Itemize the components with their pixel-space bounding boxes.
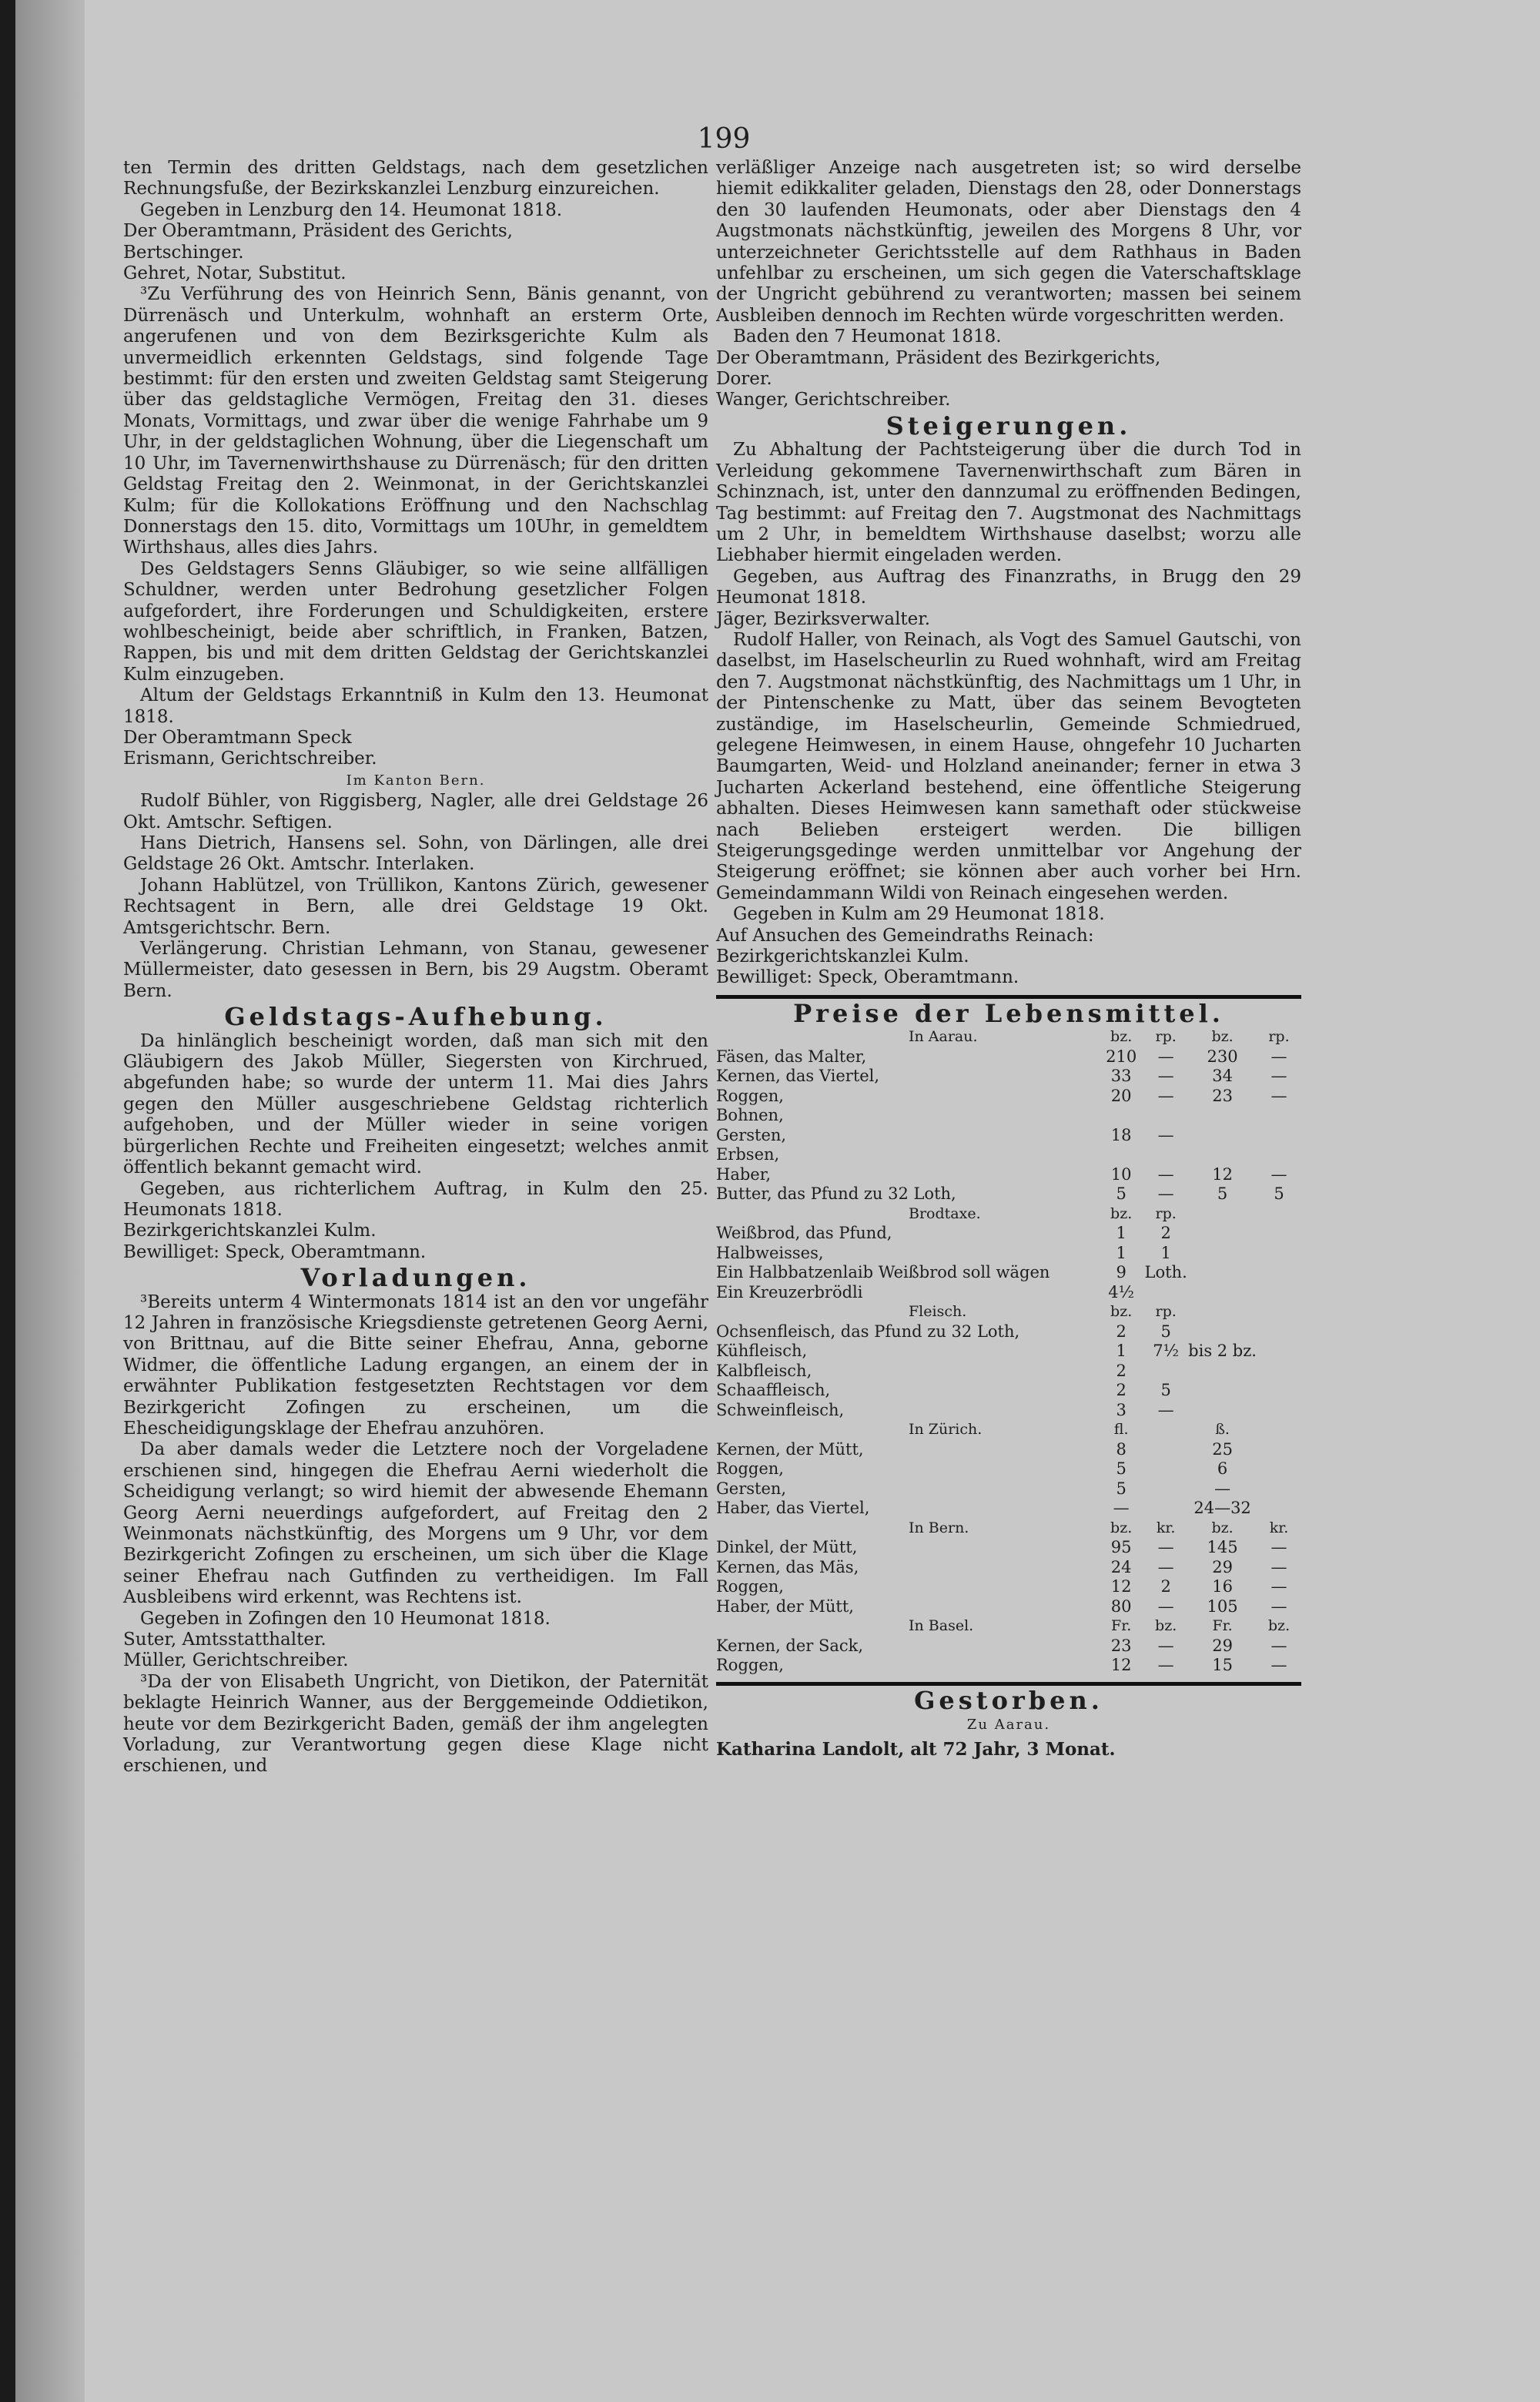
notice-paragraph: Gehret, Notar, Substitut. (123, 263, 346, 284)
price-value (1143, 1440, 1188, 1460)
price-item: Roggen, (716, 1577, 784, 1596)
price-value: — (1157, 1656, 1174, 1675)
price-value: 29 (1212, 1636, 1233, 1655)
price-value (1257, 1204, 1301, 1224)
page-number: 199 (697, 123, 751, 155)
price-value (1188, 1204, 1257, 1224)
price-value: rp. (1155, 1303, 1177, 1321)
price-row (716, 1047, 1301, 1067)
price-item: Kernen, der Mütt, (716, 1439, 864, 1459)
notice-paragraph: Gegeben, aus richterlichem Auftrag, in Kulm den 25. Heumonats 1818. (123, 1178, 708, 1220)
price-value: 5 (1160, 1381, 1171, 1400)
price-value: 5 (1116, 1184, 1127, 1204)
price-value: 2 (1116, 1322, 1127, 1341)
price-row (716, 1342, 1301, 1362)
price-value: kr. (1156, 1519, 1176, 1536)
price-value: — (1270, 1538, 1287, 1557)
price-value: — (1270, 1047, 1287, 1066)
price-value (1257, 1126, 1301, 1146)
price-value (1143, 1479, 1188, 1499)
price-value: 16 (1212, 1577, 1233, 1596)
section-heading: Steigerungen. (886, 410, 1132, 441)
price-value: rp. (1155, 1028, 1177, 1046)
price-value: bz. (1110, 1519, 1133, 1536)
price-value: 25 (1212, 1439, 1233, 1459)
price-value: 24—32 (1194, 1499, 1251, 1518)
price-item: Roggen, (716, 1656, 784, 1675)
notice-paragraph: Suter, Amtsstatthalter. (123, 1630, 326, 1650)
price-item: Ochsenfleisch, das Pfund zu 32 Loth, (716, 1322, 1020, 1341)
price-value: — (1157, 1125, 1174, 1144)
notice-paragraph: Erismann, Gerichtschreiber. (123, 749, 377, 769)
notice-paragraph: Verlängerung. Christian Lehmann, von Stanau, gewesener Müllermeister, dato gesessen in Bern, bis 29 Augstm. Oberamt Bern. (123, 939, 708, 1001)
price-value: 10 (1110, 1164, 1132, 1184)
price-row (716, 1106, 1301, 1126)
price-value (1099, 1145, 1143, 1165)
notice-paragraph: Johann Hablützel, von Trüllikon, Kantons Zürich, gewesener Rechtsagent in Bern, alle drei Geldstage 19 Okt. Amtsgerichtschr. Bern. (123, 875, 708, 938)
notice-paragraph: Müller, Gerichtschreiber. (123, 1650, 349, 1671)
price-value (1143, 1420, 1188, 1440)
price-table-bottom-rule (716, 1682, 1301, 1686)
price-row (716, 1283, 1301, 1303)
price-item: Halbweisses, (716, 1243, 824, 1262)
price-value: kr. (1269, 1519, 1289, 1536)
section-heading: Geldstags-Aufhebung. (224, 1002, 608, 1032)
price-row (716, 1381, 1301, 1401)
price-item: Schaaffleisch, (716, 1381, 831, 1400)
price-row (716, 1637, 1301, 1657)
left-column (123, 158, 708, 1777)
subsection-heading: Im Kanton Bern. (346, 772, 486, 789)
price-item: Kernen, das Viertel, (716, 1067, 880, 1086)
price-value: Fr. (1111, 1617, 1132, 1635)
price-item: Haber, das Viertel, (716, 1499, 870, 1518)
price-value: 2 (1116, 1381, 1127, 1400)
price-value (1257, 1381, 1301, 1401)
right-column-notices (716, 158, 1301, 989)
price-subheader-row (716, 1302, 1301, 1322)
price-item: Gersten, (716, 1479, 787, 1498)
price-row (716, 1087, 1301, 1107)
price-value (1257, 1322, 1301, 1342)
price-row (716, 1224, 1301, 1244)
price-value (1257, 1499, 1301, 1519)
price-table-title: Preise der Lebensmittel. (793, 998, 1224, 1028)
price-subheader-row (716, 1027, 1301, 1047)
price-value: — (1270, 1164, 1287, 1184)
price-row (716, 1184, 1301, 1204)
notice-paragraph: Bewilliget: Speck, Oberamtmann. (123, 1241, 427, 1262)
notice-paragraph: Jäger, Bezirksverwalter. (716, 608, 931, 629)
notice-paragraph: Bezirkgerichtskanzlei Kulm. (123, 1221, 377, 1241)
price-value: 8 (1116, 1439, 1127, 1459)
price-row (716, 1597, 1301, 1617)
price-value (1143, 1145, 1188, 1165)
price-value: — (1270, 1086, 1287, 1105)
deaths-place: Zu Aarau. (966, 1717, 1051, 1734)
notice-paragraph: ³Bereits unterm 4 Wintermonats 1814 ist an den vor ungefähr 12 Jahren in französische Kriegsdienste getretenen Georg Aerni, von Brittnau, auf die Bitte seiner Ehefrau, Anna, geborne Widmer, die öffentliche Ladung ergangen, an einem der in erwähnter Publikation festgesetzten Rechtstagen vor dem Bezirkgericht Zofingen zu erscheinen, um die Ehescheidigungsklage der Ehefrau anzuhören. (123, 1291, 708, 1439)
price-item: Butter, das Pfund zu 32 Loth, (716, 1184, 956, 1204)
price-item: Dinkel, der Mütt, (716, 1538, 858, 1557)
price-subheader-row (716, 1519, 1301, 1539)
price-value (1188, 1302, 1257, 1322)
notice-paragraph: Gegeben, aus Auftrag des Finanzraths, in Brugg den 29 Heumonat 1818. (716, 566, 1301, 608)
price-value (1257, 1263, 1301, 1283)
notice-paragraph: Da aber damals weder die Letztere noch der Vorgeladene erschienen sind, hingegen die Ehefrau Aerni wiederholt die Scheidigung verlangt; so wird hiemit der abwesende Ehemann Georg Aerni neuerdings aufgefordert, auf Freitag den 2 Weinmonats nächstkünftig, des Morgens um 9 Uhr, vor dem Bezirkgericht Zofingen zu erscheinen, um sich über die Klage seiner Ehefrau nach Gutfinden zu vertheidigen. Im Fall Ausbleibens wird erkennt, was Rechtens ist. (123, 1439, 708, 1608)
price-value (1257, 1401, 1301, 1421)
price-value: — (1157, 1596, 1174, 1616)
page-spine-shadow (15, 0, 85, 2402)
price-value (1257, 1224, 1301, 1244)
notice-paragraph: Rudolf Bühler, von Riggisberg, Nagler, alle drei Geldstage 26 Okt. Amtschr. Seftigen. (123, 791, 708, 832)
price-row (716, 1401, 1301, 1421)
price-item: Erbsen, (716, 1145, 780, 1164)
price-location: In Aarau. (909, 1028, 978, 1046)
price-value: 5 (1116, 1479, 1127, 1498)
price-value: — (1270, 1596, 1287, 1616)
price-value (1257, 1459, 1301, 1479)
price-value (1257, 1145, 1301, 1165)
price-value: Fr. (1212, 1617, 1233, 1635)
price-value (1188, 1322, 1257, 1342)
price-row (716, 1440, 1301, 1460)
price-location: Fleisch. (909, 1303, 967, 1321)
notice-paragraph: Der Oberamtmann, Präsident des Gerichts, (123, 221, 513, 242)
price-subheader-row (716, 1204, 1301, 1224)
price-value: — (1157, 1400, 1174, 1419)
price-value (1188, 1263, 1257, 1283)
price-value (1257, 1302, 1301, 1322)
price-value: 5 (1274, 1184, 1284, 1204)
price-value (1143, 1459, 1188, 1479)
price-value (1257, 1440, 1301, 1460)
price-table (716, 1027, 1301, 1676)
death-entry: Katharina Landolt, alt 72 Jahr, 3 Monat. (716, 1738, 1116, 1760)
price-value: 24 (1110, 1557, 1132, 1576)
notice-paragraph: Bertschinger. (123, 242, 244, 263)
price-location: Brodtaxe. (909, 1204, 981, 1222)
price-value: 105 (1207, 1596, 1238, 1616)
price-row (716, 1362, 1301, 1382)
price-item: Haber, der Mütt, (716, 1596, 854, 1616)
price-value: 20 (1110, 1086, 1132, 1105)
price-value (1188, 1362, 1257, 1382)
price-value: 5 (1160, 1322, 1171, 1341)
price-value: 2 (1116, 1361, 1127, 1380)
price-item: Ein Halbbatzenlaib Weißbrod soll wägen (716, 1263, 1050, 1282)
price-value: 23 (1110, 1636, 1132, 1655)
price-value (1257, 1342, 1301, 1362)
price-value (1143, 1106, 1188, 1126)
notice-paragraph: Hans Dietrich, Hansens sel. Sohn, von Därlingen, alle drei Geldstage 26 Okt. Amtschr. Interlaken. (123, 833, 708, 875)
notice-paragraph: Der Oberamtmann, Präsident des Bezirkgerichts, (716, 347, 1161, 368)
notice-paragraph: Rudolf Haller, von Reinach, als Vogt des Samuel Gautschi, von daselbst, im Haselscheurlin zu Rued wohnhaft, wird am Freitag den 7. Augstmonat nächstkünftig, des Nachmittags um 1 Uhr, in der Pintenschenke zu Matt, über das seinem Bevogteten zuständige, im Haselscheurlin, Gemeinde Schmiedrued, gelegene Heimwesen, in einem Hause, ohngefehr 10 Jucharten Baumgarten, Weid- und Holzland aneinander; ferner in etwa 3 Jucharten Ackerland bestehend, eine öffentliche Steigerung abhalten. Dieses Heimwesen kann samethaft oder stückweise nach Belieben ersteigert werden. Die billigen Steigerungsgedinge werden unmittelbar vor Angehung der Steigerung eröffnet; sie können aber auch vorher bei Hrn. Gemeindammann Wildi von Reinach eingesehen werden. (716, 629, 1301, 903)
price-item: Haber, (716, 1164, 772, 1184)
price-value: — (1270, 1636, 1287, 1655)
price-row (716, 1479, 1301, 1499)
price-value: — (1214, 1479, 1231, 1498)
price-value: bis 2 bz. (1188, 1342, 1257, 1361)
price-value: bz. (1211, 1028, 1234, 1046)
notice-paragraph: Gegeben in Kulm am 29 Heumonat 1818. (733, 904, 1105, 925)
price-item: Roggen, (716, 1086, 784, 1105)
price-value (1188, 1244, 1257, 1264)
price-value: Loth. (1144, 1263, 1187, 1282)
price-location: In Zürich. (909, 1421, 983, 1439)
price-value: — (1157, 1067, 1174, 1086)
price-value (1143, 1362, 1188, 1382)
price-value: rp. (1155, 1204, 1177, 1222)
price-row (716, 1459, 1301, 1479)
price-item: Kühfleisch, (716, 1342, 808, 1361)
notice-paragraph: ten Termin des dritten Geldstags, nach dem gesetzlichen Rechnungsfuße, der Bezirkskanzlei Lenzburg einzureichen. (123, 158, 708, 199)
price-row (716, 1067, 1301, 1087)
price-value: — (1157, 1086, 1174, 1105)
notice-paragraph: Bezirkgerichtskanzlei Kulm. (716, 946, 969, 967)
price-value: 23 (1212, 1086, 1233, 1105)
price-value (1257, 1244, 1301, 1264)
price-value: 15 (1212, 1656, 1233, 1675)
notice-paragraph: Der Oberamtmann Speck (123, 727, 352, 748)
price-subheader-row (716, 1616, 1301, 1637)
price-value: fl. (1113, 1421, 1129, 1439)
price-row (716, 1656, 1301, 1676)
notice-paragraph: Altum der Geldstags Erkanntniß in Kulm den 13. Heumonat 1818. (123, 685, 708, 727)
notice-paragraph: ³Da der von Elisabeth Ungricht, von Dietikon, der Paternität beklagte Heinrich Wanner, aus der Berggemeinde Oddietikon, heute vor dem Bezirkgericht Baden, gemäß der ihm angelegten Vorladung, zur Verantwortung gegen diese Klage nicht erschienen, und (123, 1671, 708, 1777)
price-value: bz. (1110, 1303, 1133, 1321)
price-value: 5 (1217, 1184, 1228, 1204)
price-value: 2 (1160, 1224, 1171, 1243)
price-row (716, 1145, 1301, 1165)
notice-paragraph: Des Geldstagers Senns Gläubiger, so wie seine allfälligen Schuldner, werden unter Bedrohung gesetzlicher Folgen aufgefordert, ihre Forderungen und Schuldigkeiten, erstere wohlbescheinigt, beide aber schriftlich, in Franken, Batzen, Rappen, bis und mit dem dritten Geldstag der Gerichtskanzlei Kulm einzugeben. (123, 558, 708, 685)
price-value (1188, 1381, 1257, 1401)
price-row (716, 1322, 1301, 1342)
price-value: 12 (1110, 1577, 1132, 1596)
price-value: 34 (1212, 1067, 1233, 1086)
price-row (716, 1244, 1301, 1264)
notice-paragraph: Dorer. (716, 369, 772, 390)
notice-paragraph: Bewilliget: Speck, Oberamtmann. (716, 967, 1019, 988)
price-value: 12 (1212, 1164, 1233, 1184)
price-value: 12 (1110, 1656, 1132, 1675)
notice-paragraph: Gegeben in Lenzburg den 14. Heumonat 1818. (140, 199, 563, 220)
price-item: Schweinfleisch, (716, 1400, 845, 1419)
price-value: bz. (1110, 1204, 1133, 1222)
price-value: 4½ (1108, 1282, 1135, 1302)
price-item: Kalbfleisch, (716, 1361, 812, 1380)
price-item: Gersten, (716, 1125, 787, 1144)
price-value (1257, 1106, 1301, 1126)
price-row (716, 1577, 1301, 1597)
price-value: — (1270, 1067, 1287, 1086)
price-value: — (1157, 1636, 1174, 1655)
price-value: 1 (1116, 1224, 1127, 1243)
notice-paragraph: Gegeben in Zofingen den 10 Heumonat 1818. (140, 1608, 551, 1629)
price-value (1188, 1224, 1257, 1244)
price-value: — (1157, 1047, 1174, 1066)
price-row (716, 1499, 1301, 1519)
price-item: Kernen, das Mäs, (716, 1557, 859, 1576)
price-item: Weißbrod, das Pfund, (716, 1224, 892, 1243)
price-value: bz. (1267, 1617, 1291, 1635)
price-value: 29 (1212, 1557, 1233, 1576)
price-location: In Basel. (909, 1617, 974, 1635)
deaths-heading: Gestorben. (914, 1685, 1103, 1715)
notice-paragraph: Wanger, Gerichtschreiber. (716, 390, 951, 410)
price-value: — (1270, 1577, 1287, 1596)
notice-paragraph: verläßliger Anzeige nach ausgetreten ist; so wird derselbe hiemit edikkaliter geladen, Dienstags den 28, oder Donnerstags den 30 laufenden Heumonats, oder aber Dienstags den 4 Augstmonats nächstkünftig, jeweilen des Morgens 8 Uhr, vor unterzeichneter Gerichtsstelle auf dem Rathhaus in Baden unfehlbar zu erscheinen, um sich gegen die Vaterschaftsklage der Ungricht gebührend zu verantworten; massen bei seinem Ausbleiben dennoch im Rechten würde vorgeschritten werden. (716, 158, 1301, 326)
notice-paragraph: ³Zu Verführung des von Heinrich Senn, Bänis genannt, von Dürrenäsch und Unterkulm, wohnhaft an ersterm Orte, angerufenen und von dem Bezirksgerichte Kulm als unvermeidlich erkennten Geldstags, sind folgende Tage bestimmt: für den ersten und zweiten Geldstag samt Steigerung über das geldstagliche Vermögen, Freitag den 31. dieses Monats, Vormittags, und zwar über die wenige Fahrhabe um 9 Uhr, in der geldstaglichen Wohnung, über die Liegenschaft um 10 Uhr, im Tavernenwirthshause zu Dürrenäsch; für den dritten Geldstag Freitag den 2. Weinmonat, in der Gerichtskanzlei Kulm; für die Kollokations Eröffnung und den Nachschlag Donnerstags den 15. dito, Vormittags um 10Uhr, in gemeldtem Wirthshaus, alles dies Jahrs. (123, 284, 708, 558)
price-item: Fäsen, das Malter, (716, 1047, 867, 1066)
price-value (1257, 1479, 1301, 1499)
price-value: — (1270, 1656, 1287, 1675)
price-value: 7½ (1153, 1342, 1180, 1361)
price-value (1257, 1283, 1301, 1303)
notice-paragraph: Da hinlänglich bescheinigt worden, daß man sich mit den Gläubigern des Jakob Müller, Siegersten von Kirchrued, abgefunden habe; so wurde der unterm 11. Mai dies Jahrs gegen den Müller ausgeschriebene Geldstag richterlich aufgehoben, und der Müller wieder in seine vorigen bürgerlichen Rechte und Freiheiten eingesetzt; welches anmit öffentlich bekannt gemacht wird. (123, 1030, 708, 1178)
price-value: 230 (1207, 1047, 1238, 1066)
price-value (1188, 1401, 1257, 1421)
price-value: 18 (1110, 1125, 1132, 1144)
price-value: 95 (1110, 1538, 1132, 1557)
price-row (716, 1126, 1301, 1146)
price-value (1188, 1126, 1257, 1146)
price-value: bz. (1110, 1028, 1133, 1046)
price-value: ß. (1215, 1421, 1230, 1439)
price-value: 6 (1217, 1459, 1228, 1479)
price-value: 2 (1160, 1577, 1171, 1596)
price-value: rp. (1268, 1028, 1290, 1046)
notice-paragraph: Zu Abhaltung der Pachtsteigerung über die durch Tod in Verleidung gekommene Tavernenwirthschaft zum Bären in Schinznach, ist, unter den dannzumal zu eröffnenden Bedingen, Tag bestimmt: auf Freitag den 7. Augstmonat des Nachmittags um 2 Uhr, in bemeldtem Wirthshause daselbst; worzu alle Liebhaber hiermit eingeladen werden. (716, 440, 1301, 566)
price-value: — (1157, 1557, 1174, 1576)
price-value: — (1157, 1538, 1174, 1557)
price-value: 1 (1116, 1342, 1127, 1361)
price-value: 9 (1116, 1263, 1127, 1282)
newspaper-page (15, 0, 1540, 2402)
price-value (1143, 1283, 1188, 1303)
price-value (1188, 1283, 1257, 1303)
price-row (716, 1263, 1301, 1283)
price-value (1257, 1420, 1301, 1440)
price-value: 1 (1116, 1243, 1127, 1262)
price-value (1143, 1499, 1188, 1519)
price-value: 80 (1110, 1596, 1132, 1616)
price-value (1188, 1145, 1257, 1165)
price-value (1188, 1106, 1257, 1126)
price-value: — (1157, 1184, 1174, 1204)
price-item: Roggen, (716, 1459, 784, 1479)
price-value (1099, 1106, 1143, 1126)
price-value: bz. (1155, 1617, 1177, 1635)
price-value: 1 (1160, 1243, 1171, 1262)
price-value: 210 (1106, 1047, 1137, 1066)
price-value (1257, 1362, 1301, 1382)
price-value: bz. (1211, 1519, 1234, 1536)
notice-paragraph: Auf Ansuchen des Gemeindraths Reinach: (716, 925, 1094, 946)
price-location: In Bern. (909, 1519, 969, 1536)
price-subheader-row (716, 1420, 1301, 1440)
price-row (716, 1165, 1301, 1185)
price-row (716, 1558, 1301, 1578)
price-item: Bohnen, (716, 1106, 784, 1125)
price-row (716, 1538, 1301, 1558)
notice-paragraph: Baden den 7 Heumonat 1818. (733, 327, 1002, 347)
price-item: Ein Kreuzerbrödli (716, 1282, 863, 1302)
right-column (716, 158, 1301, 1760)
price-value: 33 (1110, 1067, 1132, 1086)
price-value: — (1157, 1164, 1174, 1184)
price-value: — (1113, 1499, 1130, 1518)
price-value: 145 (1207, 1538, 1238, 1557)
price-item: Kernen, der Sack, (716, 1636, 864, 1655)
price-value: 3 (1116, 1400, 1127, 1419)
section-heading: Vorladungen. (300, 1263, 531, 1293)
price-value: — (1270, 1557, 1287, 1576)
price-value: 5 (1116, 1459, 1127, 1479)
